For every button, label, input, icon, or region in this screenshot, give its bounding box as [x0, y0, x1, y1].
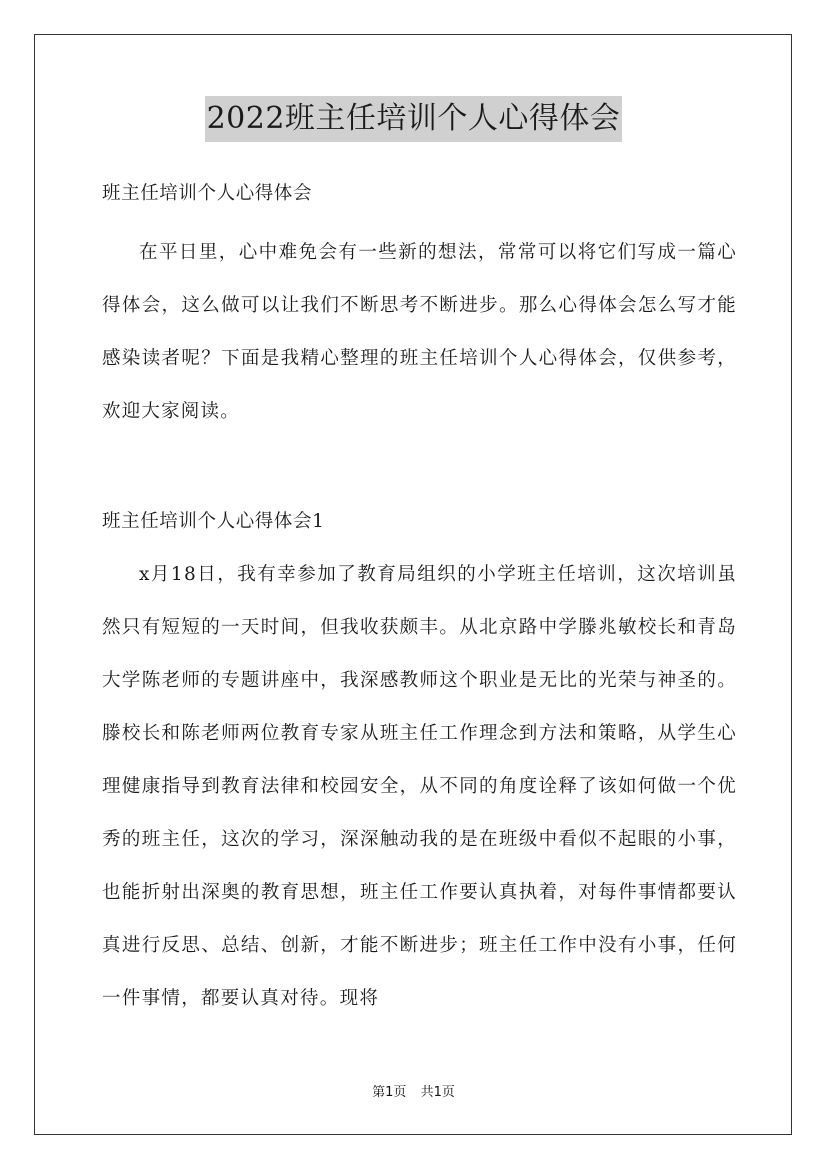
intro-paragraph: 在平日里，心中难免会有一些新的想法，常常可以将它们写成一篇心得体会，这么做可以让我们不断思考不断进步。那么心得体会怎么写才能感染读者呢？下面是我精心整理的班主任培训个人心得体会，仅供参考，欢迎大家阅读。 — [102, 242, 737, 422]
intro-heading: 班主任培训个人心得体会 — [102, 183, 313, 204]
page-number: 第1页 — [372, 1085, 407, 1100]
document-body — [102, 170, 737, 1025]
section1-heading: 班主任培训个人心得体会1 — [102, 511, 325, 532]
section1-paragraph: x月18日，我有幸参加了教育局组织的小学班主任培训，这次培训虽然只有短短的一天时间，但我收获颇丰。从北京路中学滕兆敏校长和青岛大学陈老师的专题讲座中，我深感教师这个职业是无比的光荣与神圣的。滕校长和陈老师两位教育专家从班主任工作理念到方法和策略，从学生心理健康指导到教育法律和校园安全，从不同的角度诠释了该如何做一个优秀的班主任，这次的学习，深深触动我的是在班级中看似不起眼的小事，也能折射出深奥的教育思想，班主任工作要认真执着，对每件事情都要认真进行反思、总结、创新，才能不断进步；班主任工作中没有小事，任何一件事情，都要认真对待。现将 — [102, 564, 737, 1009]
page-footer — [0, 1081, 827, 1100]
document-title: 2022班主任培训个人心得体会 — [205, 96, 623, 142]
paragraph-spacer — [102, 438, 737, 491]
title-container — [0, 96, 827, 142]
page-total: 共1页 — [420, 1085, 455, 1100]
